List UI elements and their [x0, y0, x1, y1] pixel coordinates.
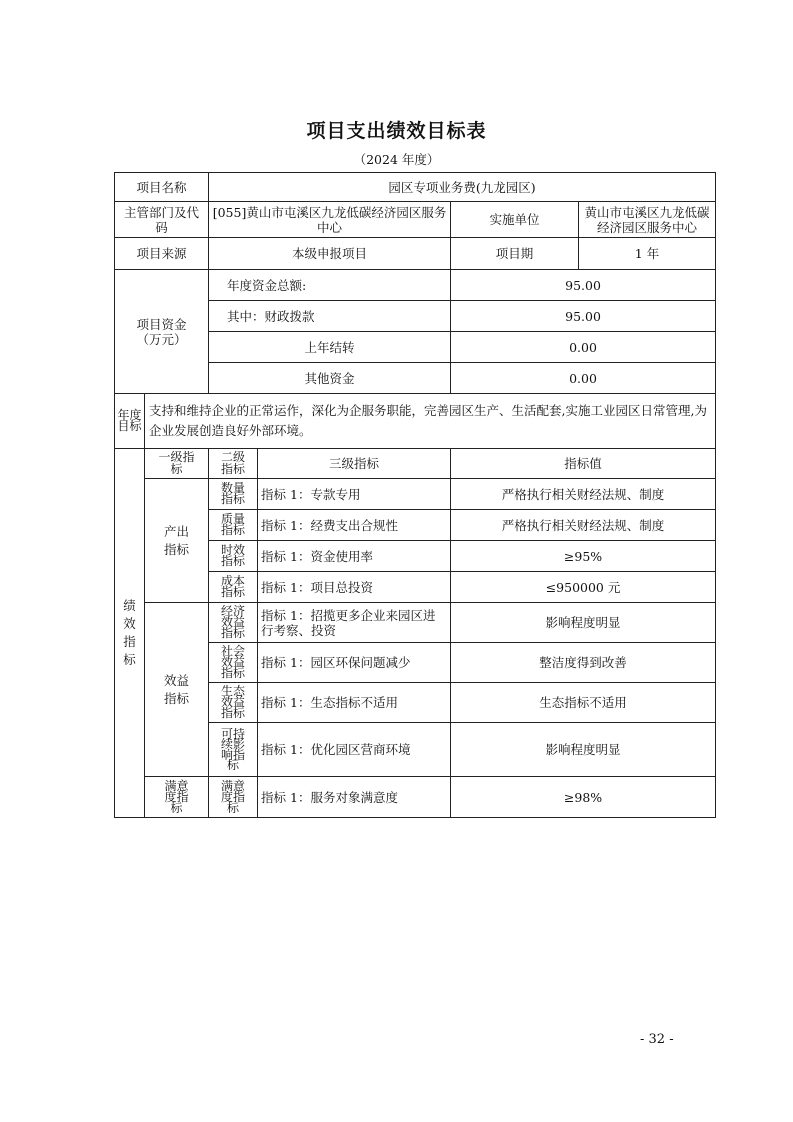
- dept-label: 主管部门及代码: [115, 202, 209, 238]
- indicator-value: ≥95%: [451, 541, 716, 572]
- level2-label: 时效指标: [209, 541, 258, 572]
- level2-label: 生态效益指标: [209, 683, 258, 723]
- page-number: - 32 -: [640, 1032, 674, 1047]
- benefit-indicator-label: 效益指标: [145, 603, 209, 777]
- table-row: [115, 777, 716, 818]
- annual-goal-row: [115, 394, 716, 449]
- table-row: [115, 479, 716, 510]
- level3-label: 指标 1：经费支出合规性: [258, 510, 451, 541]
- level3-label: 指标 1：专款专用: [258, 479, 451, 510]
- level3-label: 指标 1：优化园区营商环境: [258, 723, 451, 777]
- output-indicator-label: 产出指标: [145, 479, 209, 603]
- indicator-value: ≤950000 元: [451, 572, 716, 603]
- project-name-value: 园区专项业务费(九龙园区): [209, 173, 716, 202]
- source-label: 项目来源: [115, 238, 209, 270]
- header-level3: 三级指标: [258, 449, 451, 479]
- funds-label: 项目资金（万元）: [115, 270, 209, 394]
- funds-carryover-value: 0.00: [451, 332, 716, 363]
- indicator-value: 影响程度明显: [451, 603, 716, 643]
- level2-label: 成本指标: [209, 572, 258, 603]
- year-subtitle: （2024 年度）: [353, 152, 440, 167]
- performance-label: 绩效指标: [115, 449, 145, 818]
- annual-goal-label: 年度目标: [115, 394, 145, 449]
- funds-row: [115, 270, 716, 301]
- indicator-value: 影响程度明显: [451, 723, 716, 777]
- indicator-value: 严格执行相关财经法规、制度: [451, 510, 716, 541]
- level2-label: 质量指标: [209, 510, 258, 541]
- header-value: 指标值: [451, 449, 716, 479]
- indicator-value: 整洁度得到改善: [451, 643, 716, 683]
- period-value: 1 年: [579, 238, 716, 270]
- performance-header-row: [115, 449, 716, 479]
- project-name-row: [115, 173, 716, 202]
- header-level2: 二级指标: [209, 449, 258, 479]
- indicator-value: 严格执行相关财经法规、制度: [451, 479, 716, 510]
- level2-label: 社会效益指标: [209, 643, 258, 683]
- funds-fiscal-value: 95.00: [451, 301, 716, 332]
- impl-value: 黄山市屯溪区九龙低碳经济园区服务中心: [579, 202, 716, 238]
- header-level1: 一级指标: [145, 449, 209, 479]
- source-value: 本级申报项目: [209, 238, 451, 270]
- level3-label: 指标 1：生态指标不适用: [258, 683, 451, 723]
- dept-row: [115, 202, 716, 238]
- table-row: [115, 603, 716, 643]
- page-title: 项目支出绩效目标表: [306, 120, 487, 142]
- impl-label: 实施单位: [451, 202, 579, 238]
- level2-label: 经济效益指标: [209, 603, 258, 643]
- level2-label: 数量指标: [209, 479, 258, 510]
- funds-carryover-label: 上年结转: [209, 332, 451, 363]
- level2-label: 满意度指标: [209, 777, 258, 818]
- performance-goal-table: [114, 172, 716, 818]
- source-row: [115, 238, 716, 270]
- indicator-value: ≥98%: [451, 777, 716, 818]
- funds-other-value: 0.00: [451, 363, 716, 394]
- level3-label: 指标 1：园区环保问题减少: [258, 643, 451, 683]
- level3-label: 指标 1：招揽更多企业来园区进行考察、投资: [258, 603, 451, 643]
- funds-total-label: 年度资金总额:: [209, 270, 451, 301]
- funds-total-value: 95.00: [451, 270, 716, 301]
- annual-goal-text: 支持和维持企业的正常运作，深化为企服务职能，完善园区生产、生活配套,实施工业园区日常管理,为企业发展创造良好外部环境。: [145, 394, 716, 449]
- level3-label: 指标 1：资金使用率: [258, 541, 451, 572]
- funds-other-label: 其他资金: [209, 363, 451, 394]
- level3-label: 指标 1：服务对象满意度: [258, 777, 451, 818]
- indicator-value: 生态指标不适用: [451, 683, 716, 723]
- satisfaction-indicator-label: 满意度指标: [145, 777, 209, 818]
- period-label: 项目期: [451, 238, 579, 270]
- level2-label: 可持续影响指标: [209, 723, 258, 777]
- project-name-label: 项目名称: [115, 173, 209, 202]
- funds-fiscal-label: 其中：财政拨款: [209, 301, 451, 332]
- level3-label: 指标 1：项目总投资: [258, 572, 451, 603]
- dept-value: [055]黄山市屯溪区九龙低碳经济园区服务中心: [209, 202, 451, 238]
